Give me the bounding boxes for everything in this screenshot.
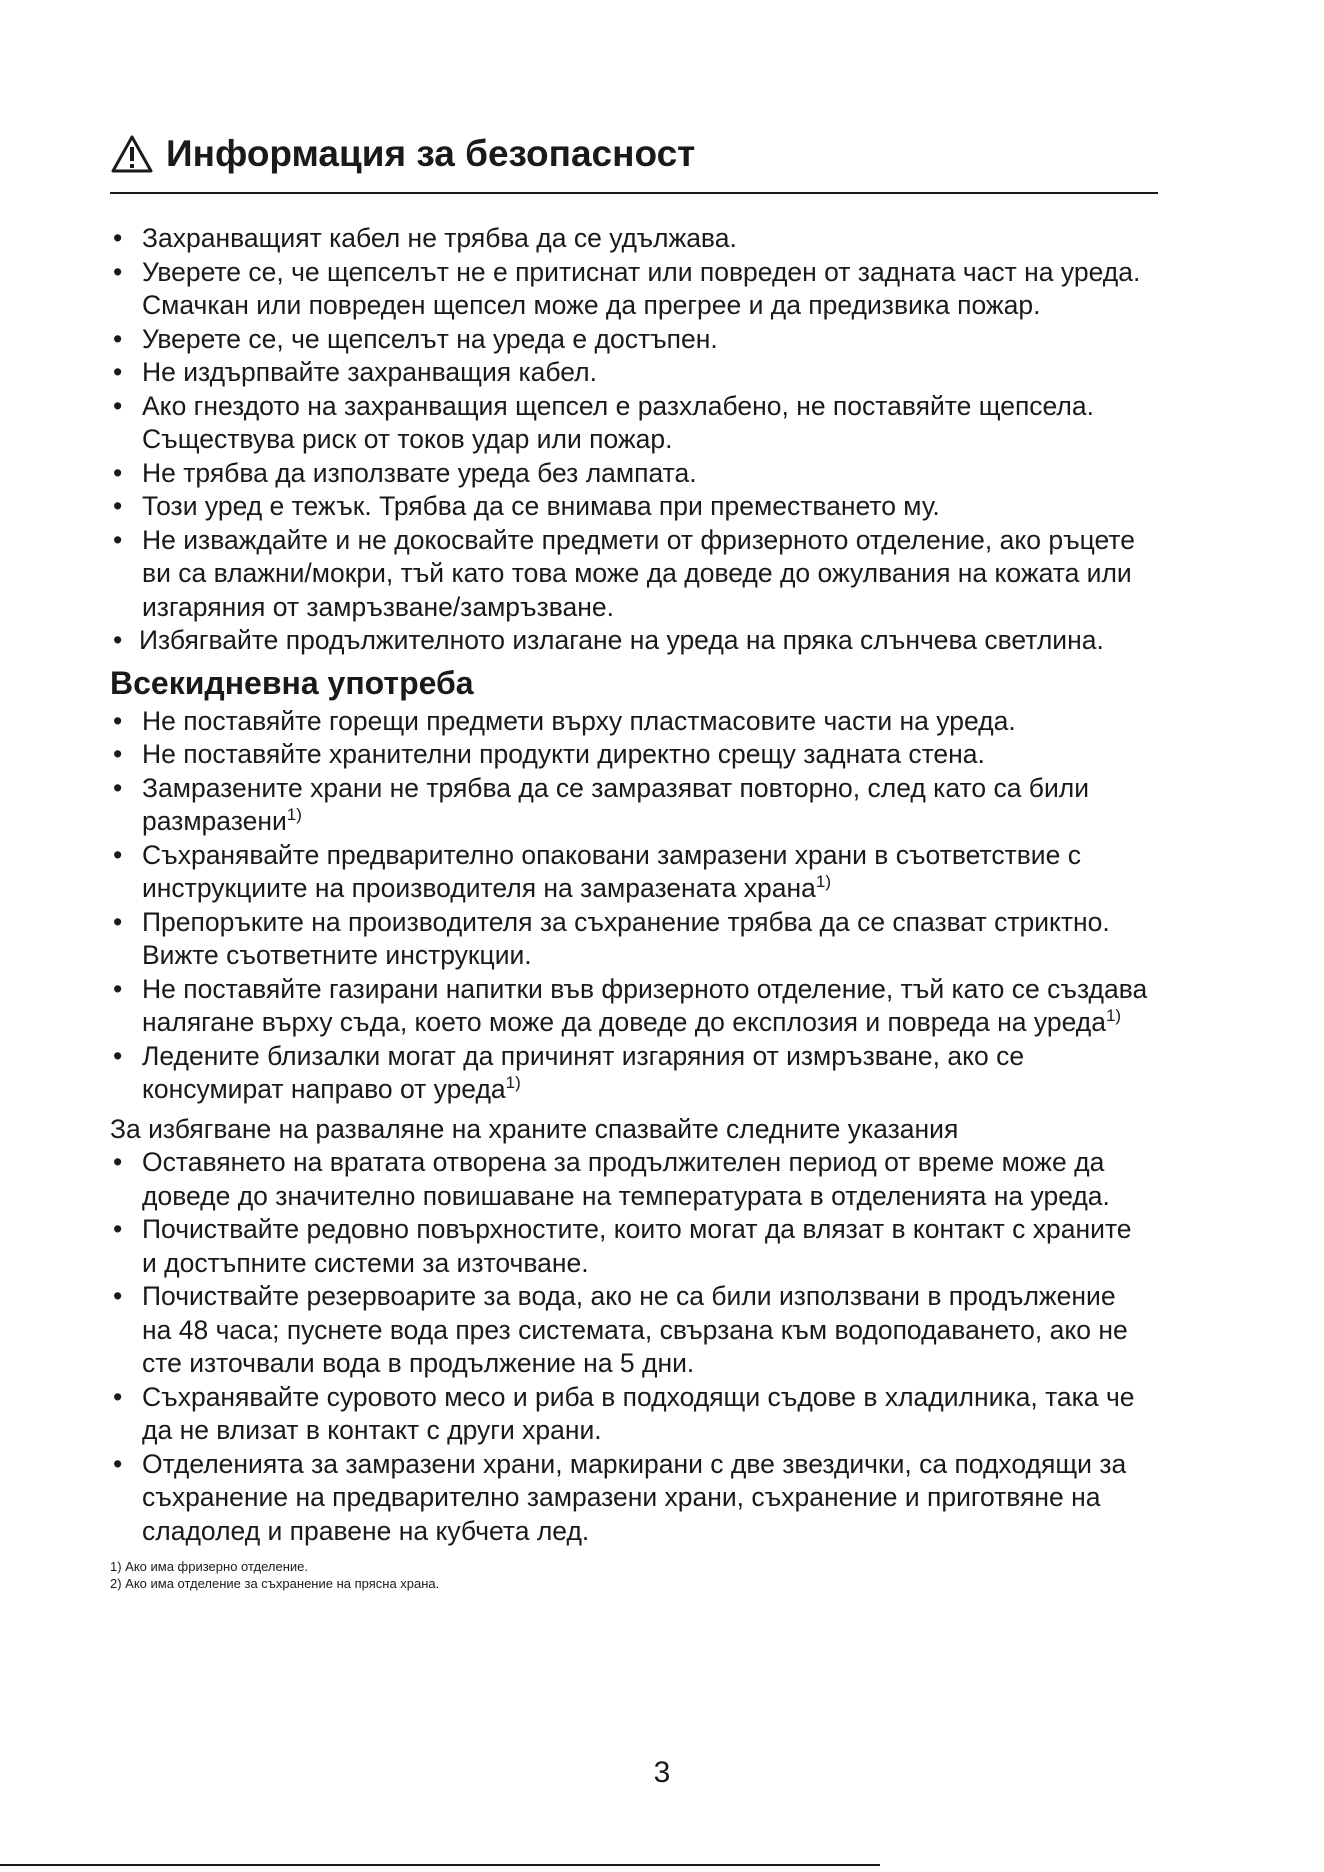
- spoilage-list: [110, 1146, 1150, 1548]
- list-item: • Отделенията за замразени храни, маркирани с две звездички, са подходящи за съхранение на предварително замразени храни, съхранение и приготвяне на сладолед и правене на кубчета лед.: [110, 1448, 1150, 1549]
- list-item: • Ако гнездото на захранващия щепсел е разхлабено, не поставяйте щепсела. Съществува риск от токов удар или пожар.: [110, 390, 1150, 457]
- bullet: •: [113, 625, 123, 655]
- list-item: [110, 1040, 1150, 1107]
- list-item: • Уверете се, че щепселът на уреда е достъпен.: [110, 323, 1150, 357]
- list-item: • Уверете се, че щепселът не е притиснат или повреден от задната част на уреда. Смачкан или повреден щепсел може да прегрее и да предизвика пожар.: [110, 256, 1150, 323]
- list-item: • Не трябва да използвате уреда без лампата.: [110, 457, 1150, 491]
- list-item: [110, 705, 1150, 739]
- footnotes: [110, 1558, 1150, 1592]
- list-item: • Не издърпвайте захранващия кабел.: [110, 356, 1150, 390]
- list-item: • Този уред е тежък. Трябва да се внимава при преместването му.: [110, 490, 1150, 524]
- footnote-ref: 1): [505, 1073, 521, 1092]
- item-text: Замразените храни не трябва да се замразяват повторно, след като са били размразени: [142, 772, 1090, 836]
- section-title-daily-use: Всекидневна употреба: [110, 664, 474, 701]
- list-item: • Не изваждайте и не докосвайте предмети от фризерното отделение, ако ръцете ви са влажни/мокри, тъй като това може да доведе до ожулвания на кожата или изгаряния от замръзване/замръзване.: [110, 524, 1150, 625]
- item-text: Препоръките на производителя за съхранение трябва да се спазват стриктно. Вижте съответните инструкции.: [142, 906, 1110, 970]
- daily-use-list: [110, 705, 1150, 1107]
- sunlight-text: Избягвайте продължителното излагане на уреда на пряка слънчева светлина.: [139, 625, 1104, 655]
- list-item: • Захранващият кабел не трябва да се удължава.: [110, 222, 1150, 256]
- footnote-ref: 1): [815, 872, 831, 891]
- bottom-rule: [0, 1864, 880, 1866]
- list-item: [110, 772, 1150, 839]
- list-item: • Оставянето на вратата отворена за продължителен период от време може да доведе до значително повишаване на температурата в отделенията на уреда.: [110, 1146, 1150, 1213]
- spoilage-intro: За избягване на разваляне на храните спазвайте следните указания: [110, 1113, 959, 1144]
- footnote: 1) Ако има фризерно отделение.: [110, 1559, 308, 1574]
- footnote: 2) Ако има отделение за съхранение на прясна храна.: [110, 1576, 440, 1591]
- title-divider: [110, 192, 1158, 194]
- footnote-ref: 1): [1105, 1006, 1122, 1025]
- item-text: Съхранявайте предварително опаковани замразени храни в съответствие с инструкциите на производителя на замразената храна: [142, 839, 1081, 903]
- list-item: [110, 973, 1150, 1040]
- list-item: [110, 839, 1150, 906]
- item-text: Ледените близалки могат да причинят изгаряния от измръзване, ако се консумират направо от уреда: [142, 1040, 1025, 1104]
- warning-triangle-icon: [110, 134, 154, 174]
- list-item: • Съхранявайте суровото месо и риба в подходящи съдове в хладилника, така че да не влизат в контакт с други храни.: [110, 1381, 1150, 1448]
- item-text: Не поставяйте горещи предмети върху пластмасовите части на уреда.: [142, 705, 1016, 736]
- document-page: [110, 132, 1150, 1592]
- footnote-ref: 1): [286, 805, 302, 824]
- page-number: 3: [653, 1756, 671, 1789]
- item-text: Не поставяйте хранителни продукти директно срещу задната стена.: [142, 739, 985, 769]
- sunlight-paragraph: [110, 624, 1150, 658]
- item-text: Не поставяйте газирани напитки във фризерното отделение, тъй като се създава налягане върху съда, което може да доведе до експлозия и повреда на уреда: [142, 973, 1148, 1037]
- title-row: [110, 132, 1150, 176]
- list-item: • Почиствайте редовно повърхностите, които могат да влязат в контакт с храните и достъпните системи за източване.: [110, 1213, 1150, 1280]
- page-title: Информация за безопасност: [166, 133, 696, 174]
- list-item: [110, 906, 1150, 973]
- safety-list: [110, 222, 1150, 624]
- list-item: • Почиствайте резервоарите за вода, ако не са били използвани в продължение на 48 часа; пуснете вода през системата, свързана към водоподаването, ако не сте източвали вода в продължение на 5 дни.: [110, 1280, 1150, 1381]
- list-item: [110, 738, 1150, 772]
